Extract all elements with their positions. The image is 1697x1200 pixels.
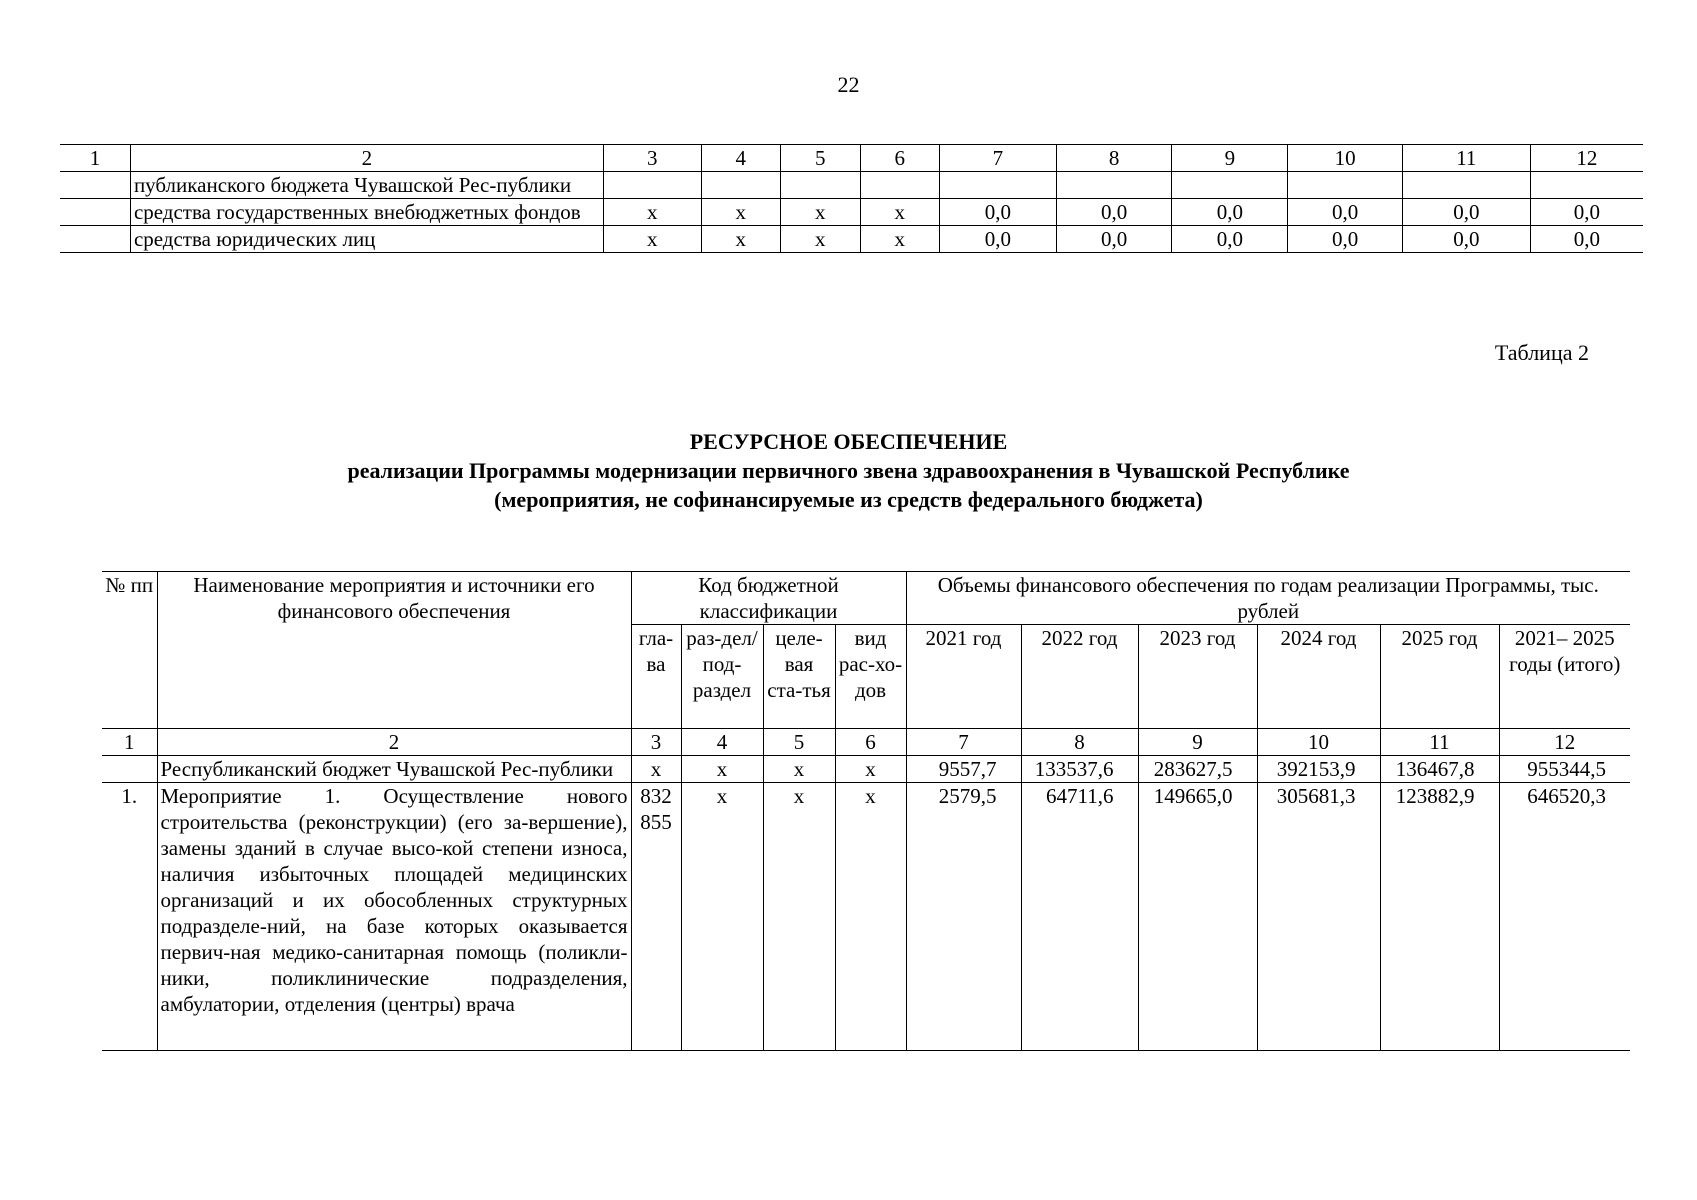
- value-cell: 136467,8: [1380, 756, 1499, 783]
- document-title: [0, 427, 1697, 514]
- value-cell: 283627,5: [1138, 756, 1257, 783]
- funding-volume-header: Объемы финансового обеспечения по годам реализации Программы, тыс. рублей: [906, 572, 1630, 625]
- name-column-header: Наименование мероприятия и источники его финансового обеспечения: [157, 572, 631, 729]
- code-cell: х: [681, 783, 763, 1051]
- year-column-header: 2022 год: [1021, 625, 1138, 729]
- value-cell: 392153,9: [1257, 756, 1380, 783]
- column-number: 8: [1021, 729, 1138, 756]
- code-cell: х: [763, 756, 835, 783]
- code-cell: х: [781, 226, 861, 253]
- value-cell: 0,0: [940, 199, 1057, 226]
- continuation-table: [60, 144, 1643, 253]
- year-column-header: 2021 год: [906, 625, 1021, 729]
- code-cell: х: [681, 756, 763, 783]
- column-number: 12: [1499, 729, 1630, 756]
- row-number: 1.: [102, 783, 157, 1051]
- year-column-header: 2024 год: [1257, 625, 1380, 729]
- column-number: 7: [906, 729, 1021, 756]
- value-cell: 0,0: [1288, 199, 1403, 226]
- code-column-header: вид рас-хо-дов: [835, 625, 906, 729]
- row-number-cell: [60, 226, 130, 253]
- resource-table: [102, 571, 1630, 1051]
- column-number: 3: [631, 729, 681, 756]
- activity-name: Республиканский бюджет Чувашской Рес-публики: [157, 756, 631, 783]
- code-cell: [781, 172, 861, 199]
- table-row: [102, 783, 1630, 1051]
- value-cell: 64711,6: [1021, 783, 1138, 1051]
- value-cell: [1056, 172, 1172, 199]
- column-number: 5: [781, 145, 861, 172]
- column-number: 1: [60, 145, 130, 172]
- value-cell: 646520,3: [1499, 783, 1630, 1051]
- column-number: 3: [603, 145, 701, 172]
- column-number: 11: [1402, 145, 1530, 172]
- code-cell: [603, 172, 701, 199]
- code-cell: х: [835, 783, 906, 1051]
- column-number: 2: [130, 145, 603, 172]
- value-cell: 0,0: [1530, 226, 1643, 253]
- table-row: [60, 172, 1643, 199]
- value-cell: 0,0: [1402, 226, 1530, 253]
- column-number: 1: [102, 729, 157, 756]
- code-cell: х: [860, 226, 940, 253]
- value-cell: 955344,5: [1499, 756, 1630, 783]
- code-cell: х: [701, 226, 781, 253]
- column-number: 10: [1257, 729, 1380, 756]
- column-number: 9: [1138, 729, 1257, 756]
- column-number-row: [102, 729, 1630, 756]
- row-number-cell: [60, 172, 130, 199]
- value-cell: 0,0: [1288, 226, 1403, 253]
- code-column-header: раз-дел/ под-раздел: [681, 625, 763, 729]
- source-name: средства юридических лиц: [130, 226, 603, 253]
- column-number: 9: [1172, 145, 1288, 172]
- code-column-header: целе-вая ста-тья: [763, 625, 835, 729]
- code-cell: х: [835, 756, 906, 783]
- year-column-header: 2023 год: [1138, 625, 1257, 729]
- code-cell: [860, 172, 940, 199]
- value-cell: 0,0: [940, 226, 1057, 253]
- table-row: [60, 226, 1643, 253]
- row-number-cell: [60, 199, 130, 226]
- code-cell: х: [631, 756, 681, 783]
- column-number: 2: [157, 729, 631, 756]
- value-cell: 123882,9: [1380, 783, 1499, 1051]
- code-cell: х: [603, 226, 701, 253]
- value-cell: 0,0: [1056, 226, 1172, 253]
- page-number: 22: [837, 72, 860, 97]
- code-cell: х: [701, 199, 781, 226]
- code-cell: х: [781, 199, 861, 226]
- table-row: [102, 756, 1630, 783]
- source-name: публиканского бюджета Чувашской Рес-публики: [130, 172, 603, 199]
- table-row: [60, 199, 1643, 226]
- code-cell: 832 855: [631, 783, 681, 1051]
- column-number: 12: [1530, 145, 1643, 172]
- value-cell: [1530, 172, 1643, 199]
- column-number: 7: [940, 145, 1057, 172]
- column-number: 8: [1056, 145, 1172, 172]
- year-column-header: 2021– 2025 годы (итого): [1499, 625, 1630, 729]
- source-name: средства государственных внебюджетных фондов: [130, 199, 603, 226]
- row-number: [102, 756, 157, 783]
- code-cell: х: [860, 199, 940, 226]
- column-number: 6: [860, 145, 940, 172]
- value-cell: 0,0: [1402, 199, 1530, 226]
- continuation-header-row: [60, 145, 1643, 172]
- value-cell: [1288, 172, 1403, 199]
- column-number: 4: [701, 145, 781, 172]
- value-cell: [1402, 172, 1530, 199]
- column-number: 10: [1288, 145, 1403, 172]
- title-line: РЕСУРСНОЕ ОБЕСПЕЧЕНИЕ: [689, 429, 1008, 454]
- code-column-header: гла-ва: [631, 625, 681, 729]
- value-cell: 2579,5: [906, 783, 1021, 1051]
- value-cell: [1172, 172, 1288, 199]
- year-column-header: 2025 год: [1380, 625, 1499, 729]
- column-number: 4: [681, 729, 763, 756]
- code-cell: х: [763, 783, 835, 1051]
- budget-code-header: Код бюджетной классификации: [631, 572, 906, 625]
- header-row: [102, 572, 1630, 625]
- value-cell: 149665,0: [1138, 783, 1257, 1051]
- value-cell: 305681,3: [1257, 783, 1380, 1051]
- value-cell: 133537,6: [1021, 756, 1138, 783]
- activity-name: Мероприятие 1. Осуществление нового строительства (реконструкции) (его за-вершение), замены зданий в случае высо-кой степени износа, наличия избыточных площадей медицинских организаций и их обособленных структурных подразделе-ний, на базе которых оказывается первич-ная медико-санитарная помощь (поликли-ники, поликлинические подразделения, амбулатории, отделения (центры) врача: [157, 783, 631, 1051]
- title-line: реализации Программы модернизации первичного звена здравоохранения в Чувашской Республике: [347, 458, 1350, 483]
- value-cell: 9557,7: [906, 756, 1021, 783]
- code-cell: [701, 172, 781, 199]
- title-line: (мероприятия, не софинансируемые из средств федерального бюджета): [494, 487, 1203, 512]
- value-cell: 0,0: [1530, 199, 1643, 226]
- value-cell: [940, 172, 1057, 199]
- column-number: 11: [1380, 729, 1499, 756]
- table-label: Таблица 2: [1494, 340, 1589, 365]
- code-cell: х: [603, 199, 701, 226]
- number-column-header: № пп: [102, 572, 157, 729]
- value-cell: 0,0: [1172, 226, 1288, 253]
- value-cell: 0,0: [1172, 199, 1288, 226]
- column-number: 5: [763, 729, 835, 756]
- column-number: 6: [835, 729, 906, 756]
- value-cell: 0,0: [1056, 199, 1172, 226]
